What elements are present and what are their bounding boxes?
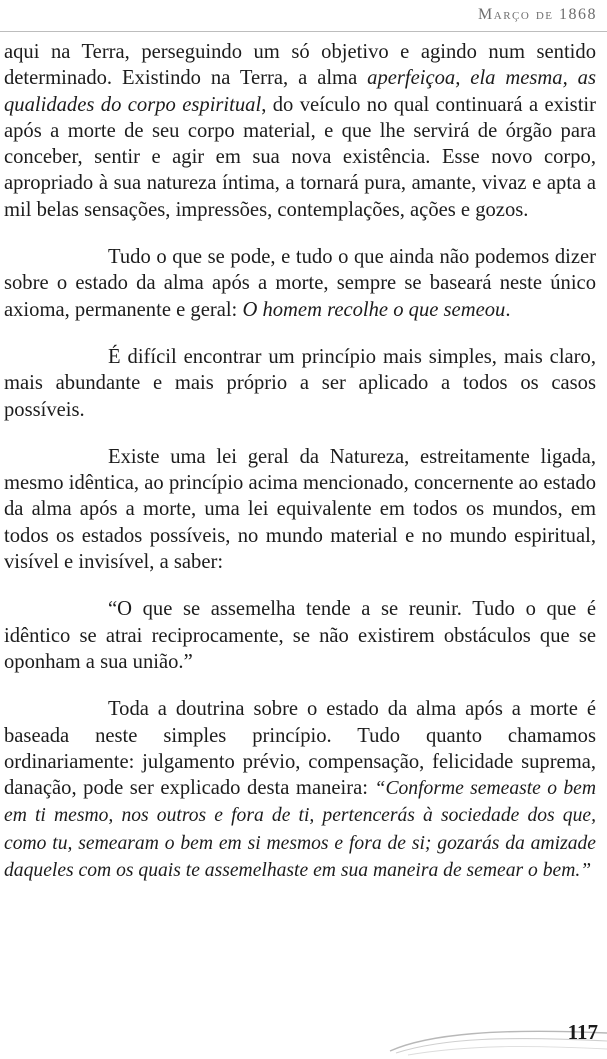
- page-number: 117: [567, 1020, 598, 1044]
- paragraph-3: [4, 344, 596, 423]
- paragraph-5-text: “O que se assemelha tende a se reunir. Tudo o que é idêntico se atrai reciprocamente, se não existirem obstáculos que se oponham a sua união.”: [4, 598, 596, 673]
- paragraph-1: [4, 39, 596, 223]
- paragraph-3-text: É difícil encontrar um princípio mais simples, mais claro, mais abundante e mais próprio a ser aplicado a todos os casos possíveis.: [4, 345, 596, 421]
- header-rule: [0, 31, 607, 32]
- paragraph-2: [4, 244, 596, 323]
- paragraph-6-text: Toda a doutrina sobre o estado da alma após a morte é baseada neste simples princípio. Tudo quanto chamamos ordinariamente: julgamento prévio, compensação, felicidade suprema, danação, pode ser explicado desta maneira:: [4, 698, 596, 800]
- paragraph-2-text: Tudo o que se pode, e tudo o que ainda não podemos dizer sobre o estado da alma após a morte, sempre se baseará neste único axioma, permanente e geral:: [4, 246, 596, 321]
- paragraph-1-text-end: , do veículo no qual continuará a existir após a morte de seu corpo material, e que lhe servirá de órgão para conceber, sentir e agir em sua nova existência. Esse novo corpo, apropriado à sua natureza íntima, a tornará pura, amante, vivaz e apta a mil belas sensações, impressões, contemplações, ações e gozos.: [4, 93, 596, 221]
- paragraph-1-text: aqui na Terra, perseguindo um só objetivo e agindo num sentido determinado. Existindo na Terra, a alma: [4, 41, 596, 90]
- paragraph-1-italic-phrase: aperfeiçoa, ela mesma, as qualidades do corpo espiritual: [4, 67, 596, 116]
- paragraph-6: [4, 696, 596, 884]
- body-text: [4, 39, 596, 905]
- paragraph-5-quote: [4, 596, 596, 675]
- paragraph-4: [4, 444, 596, 575]
- paragraph-6-italic-quote: “Conforme semeaste o bem em ti mesmo, nos outros e fora de ti, pertencerás à sociedade dos que, como tu, semearam o bem em si mesmos e fora de si; gozarás da amizade daqueles com os quais te assemelhaste em sua maneira de semear o bem.”: [4, 778, 596, 882]
- running-head: Março de 1868: [478, 6, 597, 23]
- paragraph-4-text: Existe uma lei geral da Natureza, estreitamente ligada, mesmo idêntica, ao princípio acima mencionado, concernente ao estado da alma após a morte, uma lei equivalente em todos os mundos, em todos os estados possíveis, no mundo material e no mundo espiritual, visível e invisível, a saber:: [4, 445, 596, 574]
- paragraph-2-italic-axiom: O homem recolhe o que semeou: [242, 298, 506, 321]
- paragraph-2-period: .: [505, 298, 511, 321]
